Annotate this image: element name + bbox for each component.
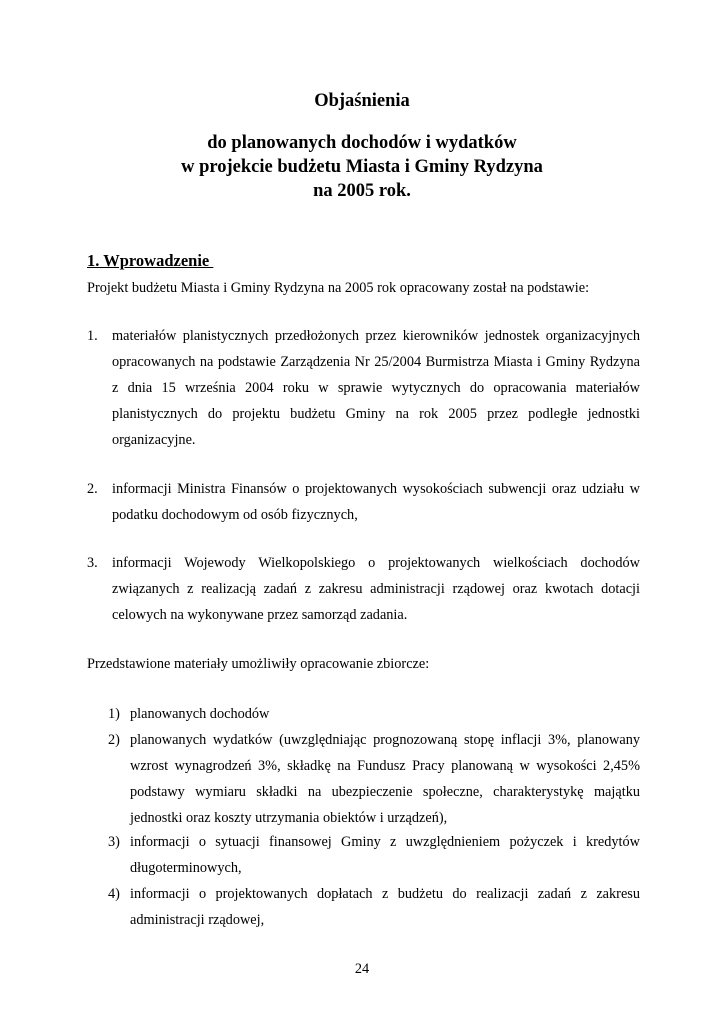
list-item-line: planistycznych do projektu budżetu Gminy na rok 2005 przez podległe jednostki: [112, 406, 640, 422]
sub-item-line: administracji rządowej,: [130, 912, 265, 928]
sub-item-number: 3): [108, 834, 120, 850]
list-item-number: 3.: [87, 555, 98, 571]
list-item-line: informacji Wojewody Wielkopolskiego o projektowanych wielkościach dochodów: [112, 555, 640, 571]
sub-item-line: długoterminowych,: [130, 860, 242, 876]
sub-item-line: informacji o projektowanych dopłatach z budżetu do realizacji zadań z zakresu: [130, 886, 640, 902]
list-item-line: podatku dochodowym od osób fizycznych,: [112, 507, 358, 523]
document-title: Objaśnienia: [314, 91, 410, 111]
list-item-number: 2.: [87, 481, 98, 497]
intro-paragraph: Projekt budżetu Miasta i Gminy Rydzyna na 2005 rok opracowany został na podstawie:: [87, 280, 590, 296]
sub-item-line: podstawy wymiaru składki na ubezpieczenie społeczne, charakterystykę majątku: [130, 784, 640, 800]
list-item-number: 1.: [87, 328, 98, 344]
sub-item-line: jednostki oraz koszty utrzymania obiektów i urządzeń),: [130, 810, 448, 826]
sub-item-line: planowanych dochodów: [130, 706, 270, 722]
list-item-line: celowych na wykonywane przez samorząd zadania.: [112, 607, 408, 623]
list-item-line: opracowanych na podstawie Zarządzenia Nr 25/2004 Burmistrza Miasta i Gminy Rydzyna: [112, 354, 640, 370]
subtitle-line: na 2005 rok.: [313, 181, 411, 201]
subtitle-line: w projekcie budżetu Miasta i Gminy Rydzyna: [181, 157, 543, 177]
sub-item-line: informacji o sytuacji finansowej Gminy z uwzględnieniem pożyczek i kredytów: [130, 834, 640, 850]
list-item-line: organizacyjne.: [112, 432, 196, 448]
sub-item-line: planowanych wydatków (uwzględniając prognozowaną stopę inflacji 3%, planowany: [130, 732, 640, 748]
section-heading: 1. Wprowadzenie: [87, 251, 214, 270]
list-item-line: informacji Ministra Finansów o projektowanych wysokościach subwencji oraz udziału w: [112, 481, 640, 497]
sub-item-line: wzrost wynagrodzeń 3%, składkę na Fundusz Pracy planowaną w wysokości 2,45%: [130, 758, 640, 774]
sub-item-number: 1): [108, 706, 120, 722]
summary-intro: Przedstawione materiały umożliwiły opracowanie zbiorcze:: [87, 656, 430, 672]
list-item-line: związanych z realizacją zadań z zakresu administracji rządowej oraz kwotach dotacji: [112, 581, 640, 597]
sub-item-number: 2): [108, 732, 120, 748]
list-item-line: materiałów planistycznych przedłożonych przez kierowników jednostek organizacyjnych: [112, 328, 640, 344]
list-item-line: z dnia 15 września 2004 roku w sprawie wytycznych do opracowania materiałów: [112, 380, 640, 396]
subtitle-line: do planowanych dochodów i wydatków: [207, 133, 517, 153]
sub-item-number: 4): [108, 886, 120, 902]
page-number: 24: [354, 961, 370, 977]
